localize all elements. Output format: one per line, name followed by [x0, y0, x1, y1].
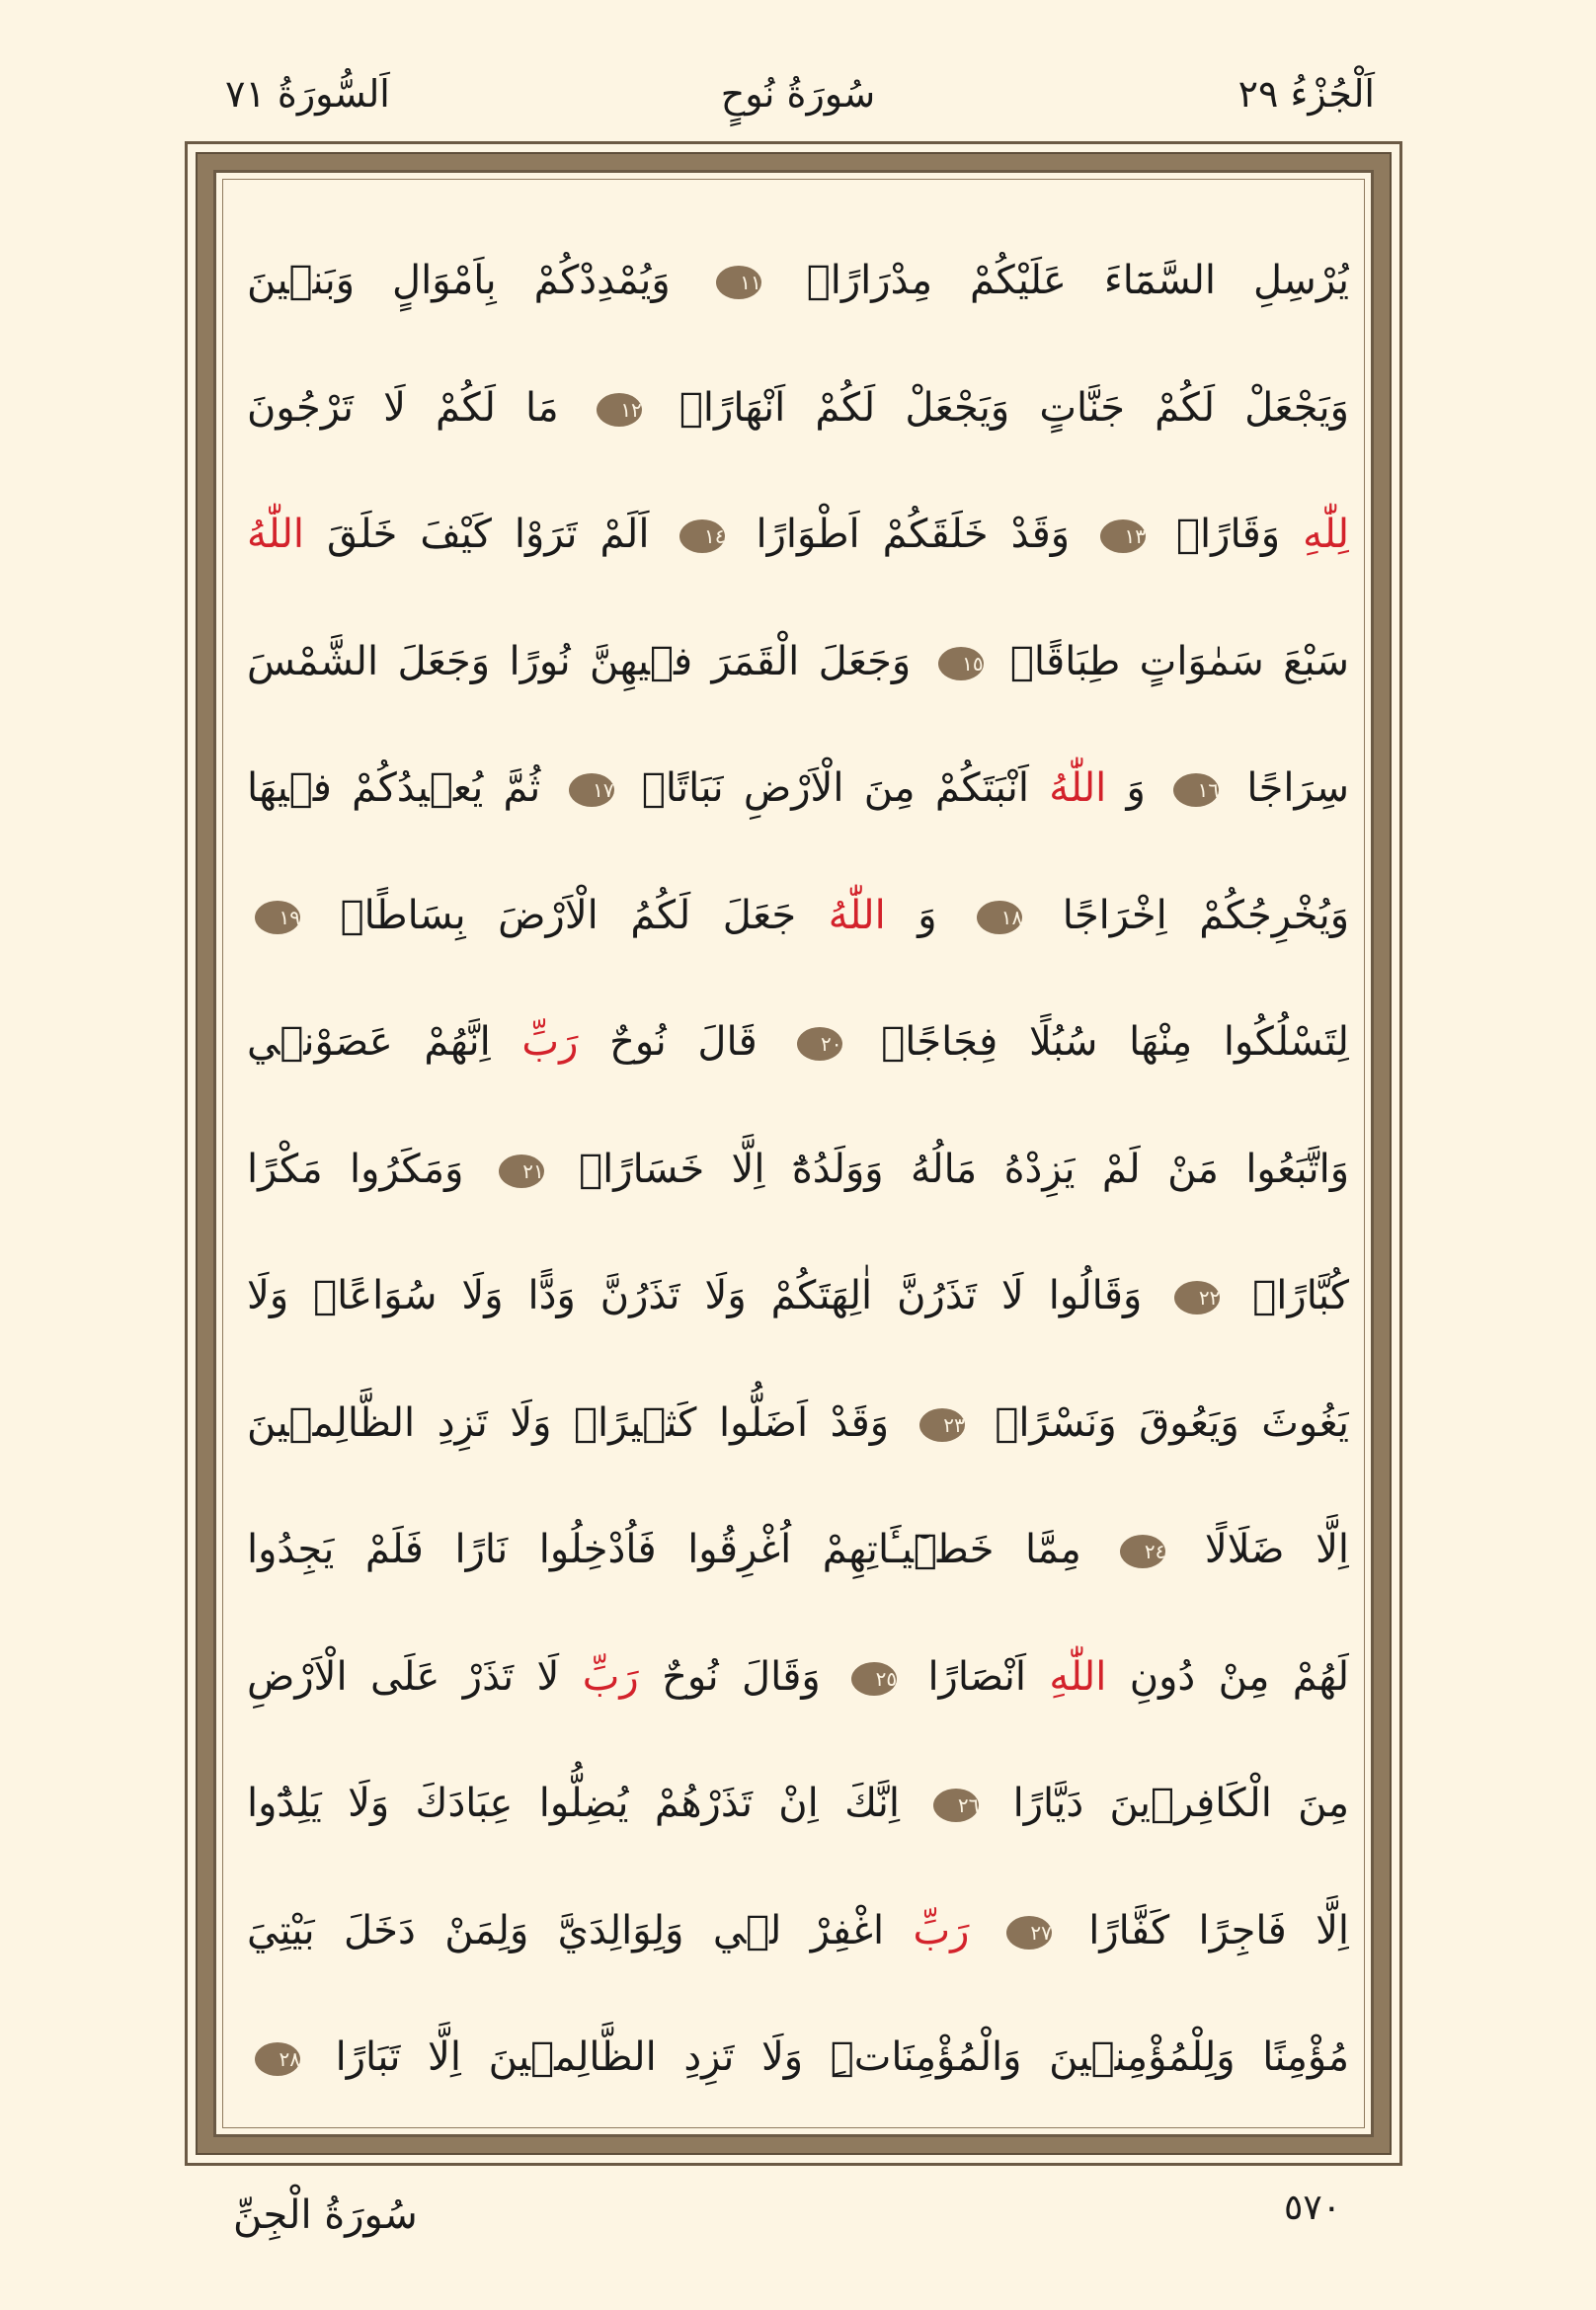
verse-number-marker: ٢٧ — [1006, 1916, 1052, 1950]
verse-number-marker: ١٥ — [938, 647, 984, 680]
verse-number-marker: ١٢ — [597, 393, 642, 427]
verse-text: اغْفِرْ ل۪ي وَلِوَالِدَيَّ وَلِمَنْ دَخَلَ بَيْتِيَ — [247, 1908, 885, 1953]
divine-name-word: رَبِّ — [521, 1019, 579, 1065]
next-surah-name: سُورَةُ الْجِنِّ — [233, 2192, 418, 2238]
verse-text: وَقَارًاۚ — [1176, 512, 1281, 557]
verse-text: سِرَاجًا — [1246, 765, 1349, 811]
text-line — [247, 1360, 1349, 1486]
verse-text: وَاتَّبَعُوا مَنْ لَمْ يَزِدْهُ مَالُهُ وَوَلَدُهُٓ اِلَّا خَسَارًاۚ — [579, 1147, 1349, 1192]
divine-name-word: اللّٰهُ — [828, 893, 886, 938]
verse-text: ثُمَّ يُع۪يدُكُمْ ف۪يهَا — [247, 765, 541, 811]
verse-text: اَنْصَارًا — [927, 1654, 1026, 1700]
verse-number-marker: ١٦ — [1173, 773, 1219, 807]
verse-text: اَلَمْ تَرَوْا كَيْفَ خَلَقَ — [327, 512, 650, 557]
verse-number-marker: ٢١ — [499, 1155, 544, 1188]
text-line — [247, 1868, 1349, 1994]
text-line — [247, 598, 1349, 725]
divine-name-word: رَبِّ — [582, 1654, 639, 1700]
verse-text: يَغُوثَ وَيَعُوقَ وَنَسْرًاۚ — [995, 1400, 1349, 1446]
verse-text: وَقَالَ نُوحٌ — [662, 1654, 821, 1700]
verse-text: قَالَ نُوحٌ — [609, 1019, 758, 1065]
verse-number-marker: ٢٠ — [797, 1027, 842, 1061]
verse-text: وَمَكَرُوا مَكْرًا — [247, 1147, 464, 1192]
verse-text: مِنَ الْكَافِر۪ينَ دَيَّارًا — [1012, 1781, 1349, 1826]
verse-text: مُؤْمِنًا وَلِلْمُؤْمِن۪ينَ وَالْمُؤْمِنَاتِۜ وَلَا تَزِدِ الظَّالِم۪ينَ اِلَّا تَبَارًا — [335, 2034, 1349, 2080]
verse-number-marker: ١٤ — [679, 519, 725, 553]
verse-text: اِلَّا فَاجِرًا كَفَّارًا — [1088, 1908, 1349, 1953]
verse-text: اِنَّكَ اِنْ تَذَرْهُمْ يُضِلُّوا عِبَادَكَ وَلَا يَلِدُٓوا — [247, 1781, 901, 1826]
verse-number-marker: ١٣ — [1100, 519, 1146, 553]
verse-text: مَا لَكُمْ لَا تَرْجُونَ — [247, 385, 559, 431]
surah-title: سُورَةُ نُوحٍ — [720, 72, 876, 116]
verse-number-marker: ١٩ — [255, 901, 300, 934]
divine-name-word: اللّٰهُ — [1049, 765, 1107, 811]
text-line — [247, 1233, 1349, 1359]
verse-text: وَقَدْ خَلَقَكُمْ اَطْوَارًا — [756, 512, 1071, 557]
text-line — [247, 471, 1349, 597]
verse-text: اَنْبَتَكُمْ مِنَ الْاَرْضِ نَبَاتًاۙ — [641, 765, 1029, 811]
divine-name-word: لِلّٰهِ — [1303, 512, 1349, 557]
verse-text: وَيُمْدِدْكُمْ بِاَمْوَالٍ وَبَن۪ينَ — [247, 258, 671, 303]
text-line — [247, 1106, 1349, 1233]
text-line — [247, 852, 1349, 979]
verse-text: وَ — [918, 893, 937, 938]
verse-number-marker: ١٨ — [977, 901, 1022, 934]
verse-number-marker: ٢٥ — [851, 1662, 897, 1696]
verse-text: لِتَسْلُكُوا مِنْهَا سُبُلًا فِجَاجًا۟ — [881, 1019, 1349, 1065]
verse-text: كُبَّارًاۚ — [1252, 1273, 1349, 1318]
verse-text: سَبْعَ سَمٰوَاتٍ طِبَاقًاۙ — [1009, 639, 1349, 684]
divine-name-word: اللّٰهِ — [1049, 1654, 1107, 1700]
text-line — [247, 979, 1349, 1105]
text-line — [247, 1614, 1349, 1740]
verse-number-marker: ١٧ — [569, 773, 614, 807]
text-line — [247, 1740, 1349, 1867]
verse-text: اِلَّا ضَلَالًا — [1204, 1527, 1349, 1572]
verse-number-marker: ١١ — [716, 266, 761, 299]
verse-text: جَعَلَ لَكُمُ الْاَرْضَ بِسَاطًاۙ — [340, 893, 797, 938]
verse-number-marker: ٢٨ — [255, 2042, 300, 2076]
text-line — [247, 1994, 1349, 2120]
verse-text: وَيُخْرِجُكُمْ اِخْرَاجًا — [1062, 893, 1349, 938]
verse-text: وَجَعَلَ الْقَمَرَ ف۪يهِنَّ نُورًا وَجَعَلَ الشَّمْسَ — [247, 639, 912, 684]
verse-number-marker: ٢٢ — [1174, 1281, 1220, 1314]
verse-text: لَهُمْ مِنْ دُونِ — [1129, 1654, 1349, 1700]
text-line — [247, 345, 1349, 471]
page-number: ٥٧٠ — [1284, 2188, 1342, 2228]
divine-name-word: رَبِّ — [913, 1908, 970, 1953]
verse-text: وَيَجْعَلْ لَكُمْ جَنَّاتٍ وَيَجْعَلْ لَكُمْ اَنْهَارًاۜ — [678, 385, 1349, 431]
verse-text: وَقَدْ اَضَلُّوا كَث۪يرًاۚ وَلَا تَزِدِ الظَّالِم۪ينَ — [247, 1400, 890, 1446]
text-line — [247, 217, 1349, 344]
juz-label: اَلْجُزْءُ ٢٩ — [1237, 72, 1375, 116]
text-line — [247, 725, 1349, 851]
verse-number-marker: ٢٣ — [919, 1408, 965, 1442]
divine-name-word: اللّٰهُ — [247, 512, 304, 557]
verse-text: مِمَّا خَط۪ٓيـَٔاتِهِمْ اُغْرِقُوا فَاُدْخِلُوا نَارًا فَلَمْ يَجِدُوا — [247, 1527, 1081, 1572]
verse-text: وَ — [1126, 765, 1146, 811]
verse-text: يُرْسِلِ السَّمَٓاءَ عَلَيْكُمْ مِدْرَارًاۙ — [806, 258, 1349, 303]
surah-number: اَلسُّورَةُ ٧١ — [225, 72, 390, 116]
verse-text: وَقَالُوا لَا تَذَرُنَّ اٰلِهَتَكُمْ وَلَا تَذَرُنَّ وَدًّا وَلَا سُوَاعًاۙ وَلَا — [247, 1273, 1143, 1318]
text-line — [247, 1486, 1349, 1613]
verse-number-marker: ٢٦ — [933, 1789, 979, 1822]
verse-text: لَا تَذَرْ عَلَى الْاَرْضِ — [247, 1654, 560, 1700]
verse-number-marker: ٢٤ — [1120, 1535, 1165, 1568]
verse-text: اِنَّهُمْ عَصَوْن۪ي — [247, 1019, 491, 1065]
